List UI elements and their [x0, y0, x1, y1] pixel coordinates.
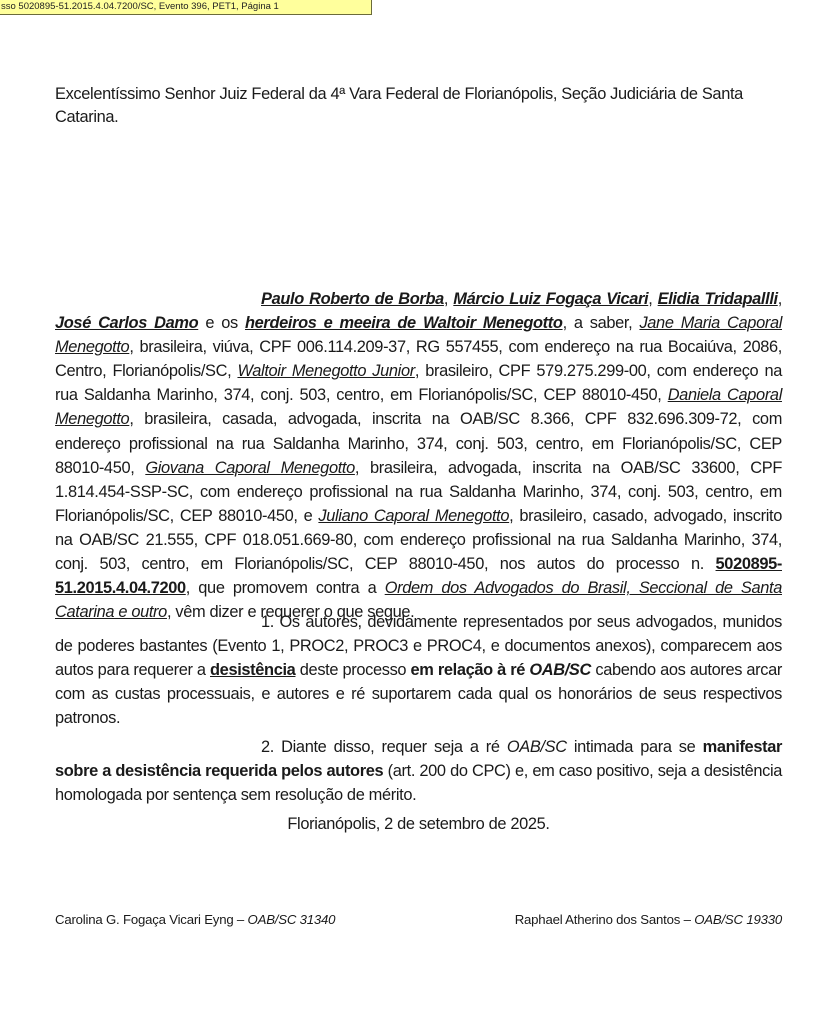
- text: deste processo: [295, 661, 411, 680]
- heir-details: , brasileiro, casado, advogado, inscrito na OAB/SC 21.555, CPF 018.051.669-80, com endereço profissional na rua Saldanha Marinho, 374, conj. 503, centro, em Florianópolis/SC, CEP 88010-450, nos autos do processo n.: [55, 506, 782, 574]
- signer-name: Raphael Atherino dos Santos –: [514, 912, 695, 927]
- signature-1: [55, 912, 335, 927]
- heirs-label: herdeiros e meeira de Waltoir Menegotto: [244, 314, 563, 333]
- date-line: Florianópolis, 2 de setembro de 2025.: [287, 815, 550, 833]
- separator: ,: [648, 290, 658, 308]
- separator: , a saber,: [562, 314, 640, 333]
- separator: e os: [198, 314, 245, 333]
- heir-name: Juliano Caporal Menegotto: [318, 506, 510, 525]
- party-name: Márcio Luiz Fogaça Vicari: [453, 290, 649, 308]
- text: 1. Os autores, devidamente representados por seus advogados, munidos de poderes bastantes (Evento 1, PROC2, PROC3 e PROC4, e documentos anexos), comparecem aos autos para requerer a: [55, 613, 782, 680]
- party-name: Elidia Tridapallli: [657, 290, 778, 308]
- text: cabendo aos autores arcar com as custas processuais, e autores e ré suportarem cada qual os honorários de seus respectivos patronos.: [55, 661, 782, 728]
- separator: ,: [443, 290, 454, 308]
- heir-name: Waltoir Menegotto Junior: [237, 362, 415, 381]
- heir-details: , brasileiro, CPF 579.275.299-00, com endereço na rua Saldanha Marinho, 374, conj. 503, centro, em Florianópolis/SC, CEP 88010-450,: [55, 362, 782, 405]
- heir-details: , brasileira, casada, advogada, inscrita na OAB/SC 8.366, CPF 832.696.309-72, com endereço profissional na rua Saldanha Marinho, 374, conj. 503, centro, em Florianópolis/SC, CEP 88010-450,: [55, 410, 782, 477]
- heir-name: Giovana Caporal Menegotto: [145, 458, 355, 477]
- signer-name: Carolina G. Fogaça Vicari Eyng –: [55, 912, 248, 927]
- heir-name: Jane Maria Caporal Menegotto: [55, 314, 782, 357]
- text: , que promovem contra a: [185, 579, 385, 598]
- intro-paragraph: [55, 287, 782, 624]
- emphasis: manifestar sobre a desistência requerida pelos autores: [55, 738, 782, 781]
- signer-oab: OAB/SC 31340: [247, 912, 336, 927]
- text: (art. 200 do CPC) e, em caso positivo, seja a desistência homologada por sentença sem resolução de mérito.: [55, 762, 783, 805]
- addressee: Excelentíssimo Senhor Juiz Federal da 4ª Vara Federal de Florianópolis, Seção Judiciária de Santa Catarina.: [55, 85, 743, 126]
- heir-details: , brasileira, advogada, inscrita na OAB/SC 33600, CPF 1.814.454-SSP-SC, com endereço profissional na rua Saldanha Marinho, 374, conj. 503, centro, em Florianópolis/SC, CEP 88010-450, e: [55, 458, 782, 525]
- party-name: José Carlos Damo: [55, 314, 199, 333]
- emphasis-oab: OAB/SC: [529, 661, 592, 680]
- party-name: Paulo Roberto de Borba: [261, 290, 444, 308]
- signer-oab: OAB/SC 19330: [694, 912, 782, 927]
- defendant-name: Ordem dos Advogados do Brasil, Seccional de Santa Catarina e outro: [55, 579, 782, 622]
- emphasis-desistencia: desistência: [210, 661, 296, 680]
- emphasis-oab: OAB/SC: [506, 738, 567, 756]
- paragraph-1: [55, 610, 782, 730]
- text: intimada para se: [566, 738, 703, 756]
- separator: ,: [777, 290, 782, 308]
- text: , vêm dizer e requerer o que segue.: [166, 603, 415, 622]
- heir-name: Daniela Caporal Menegotto: [55, 386, 782, 429]
- paragraph-2: [55, 735, 782, 807]
- process-number: 5020895-51.2015.4.04.7200: [55, 555, 782, 598]
- text: 2. Diante disso, requer seja a ré: [261, 738, 507, 756]
- heir-details: , brasileira, viúva, CPF 006.114.209-37, RG 557455, com endereço na rua Bocaiúva, 2086, Centro, Florianópolis/SC,: [55, 338, 782, 381]
- emphasis: em relação à ré: [410, 661, 530, 680]
- document-header-banner: sso 5020895-51.2015.4.04.7200/SC, Evento 396, PET1, Página 1: [0, 0, 372, 15]
- signature-2: [515, 912, 782, 927]
